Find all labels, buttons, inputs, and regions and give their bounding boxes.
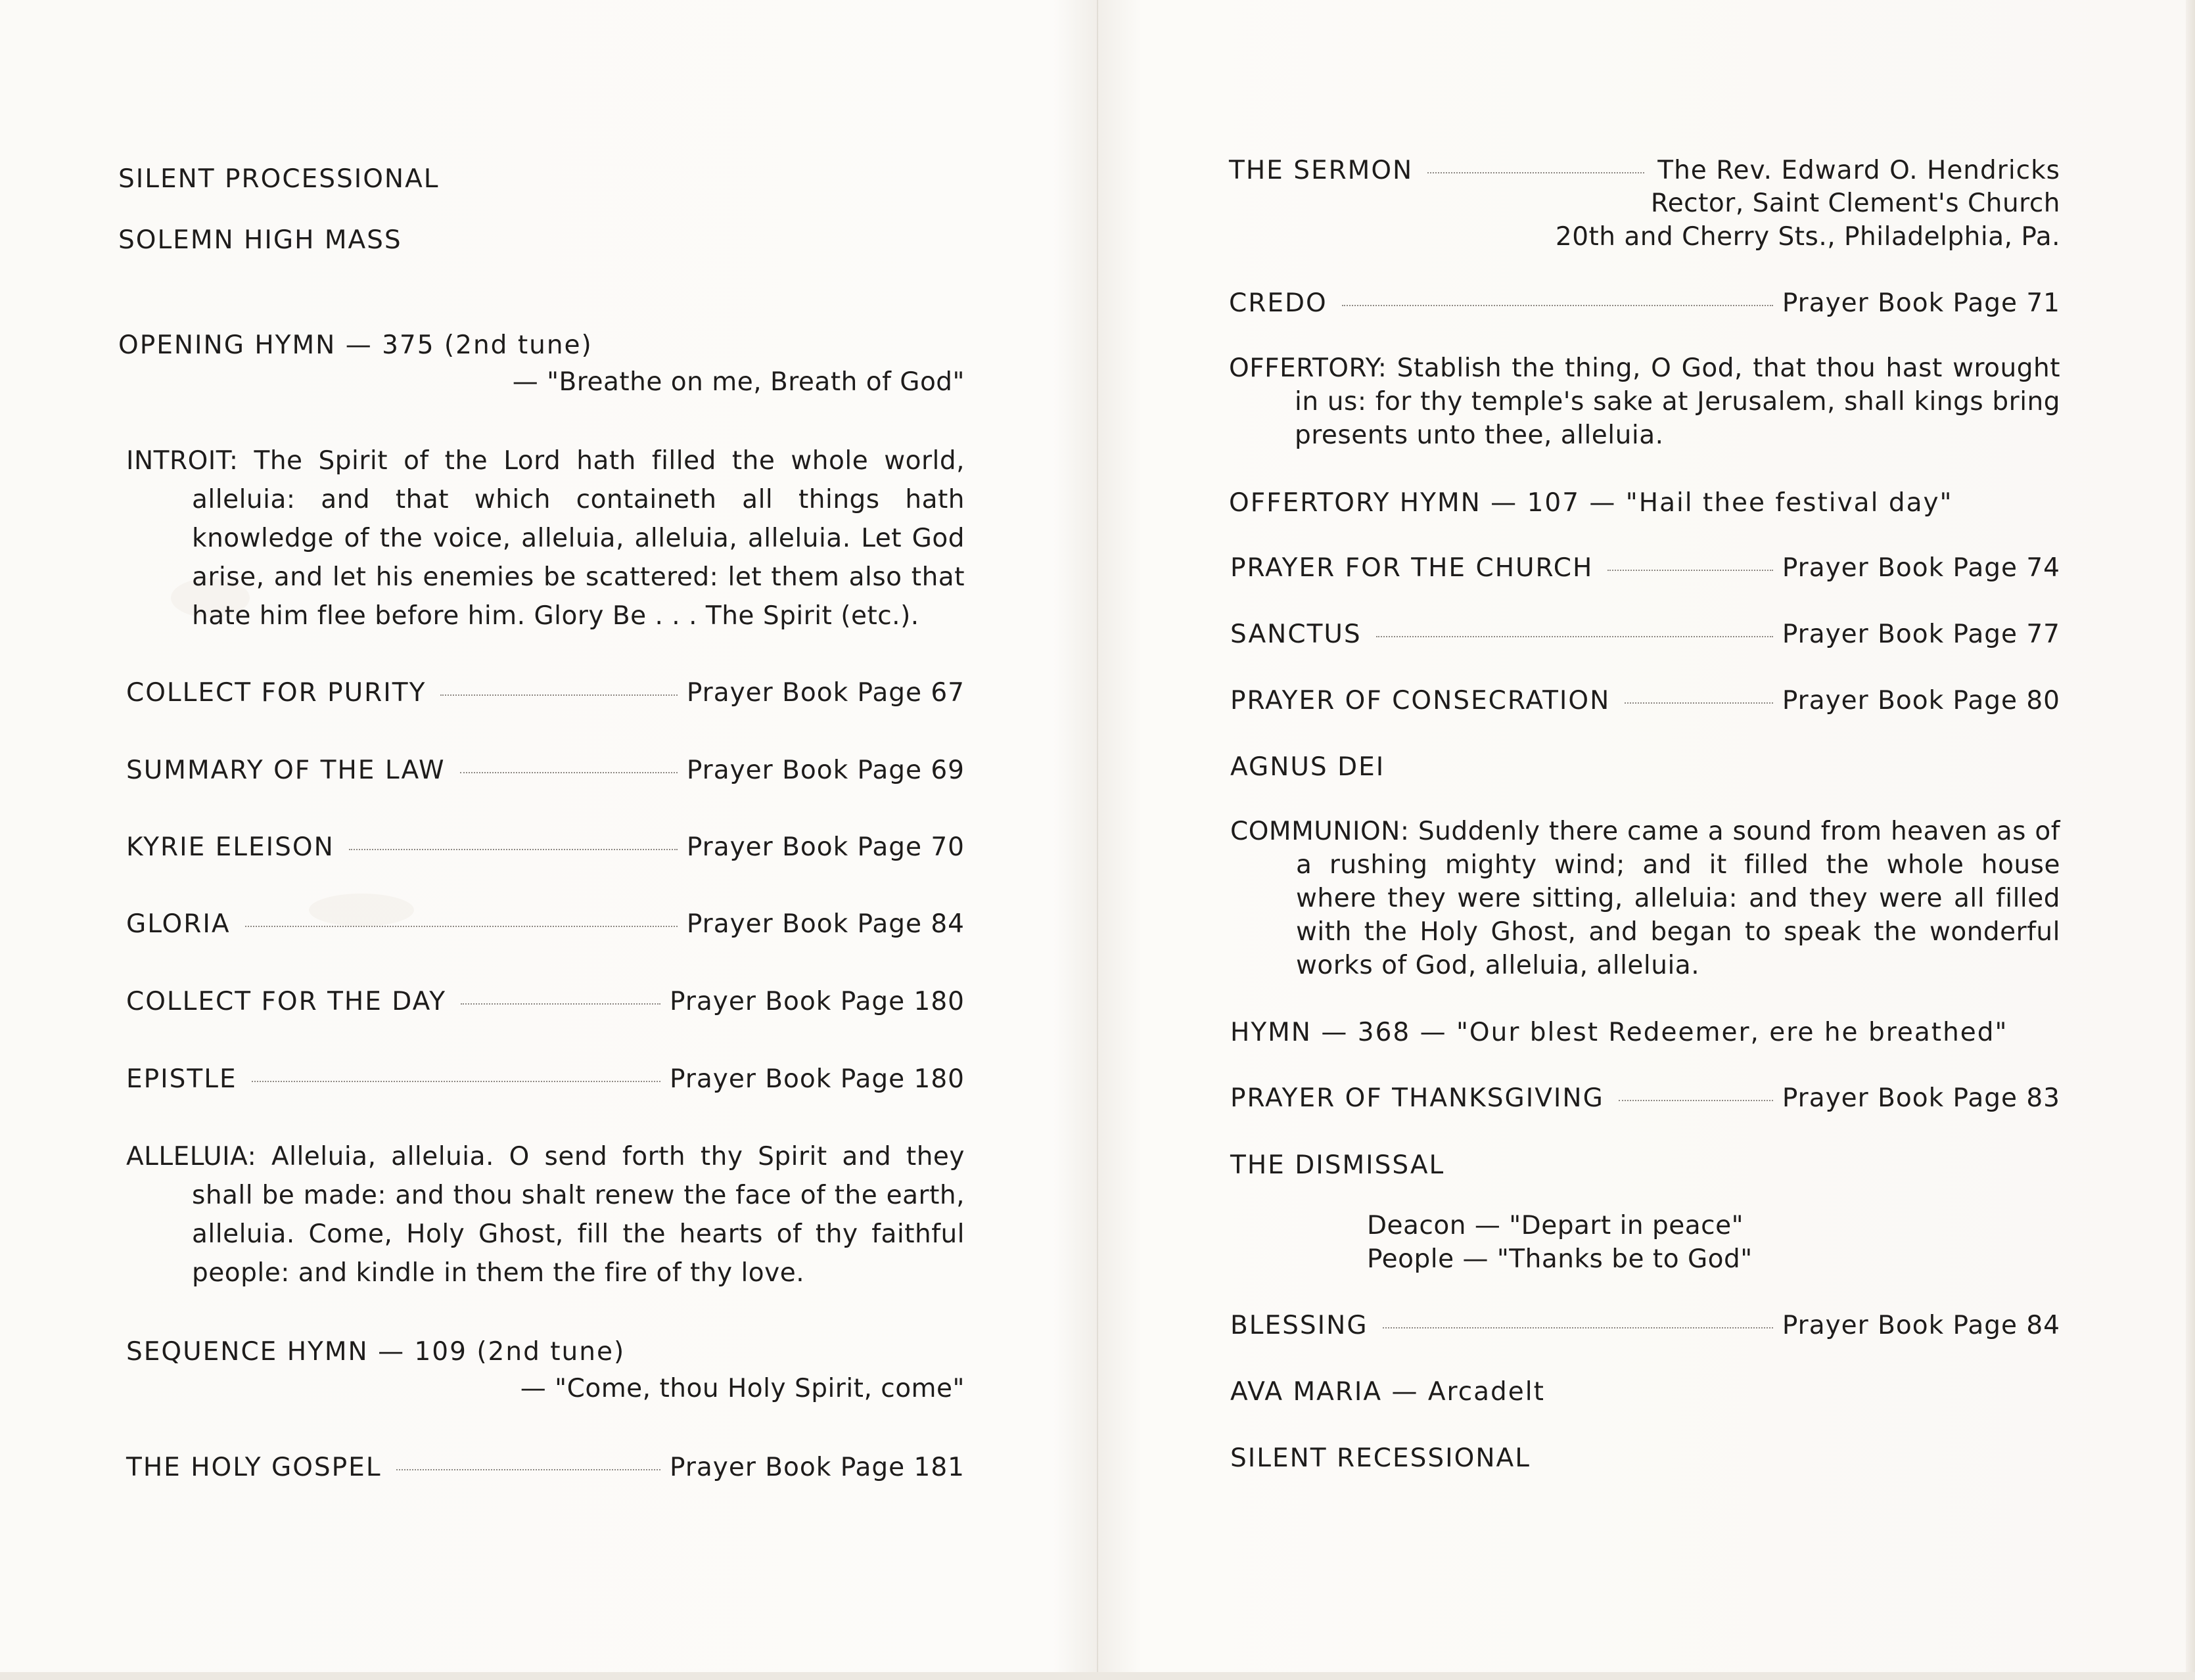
the-dismissal: THE DISMISSAL — [1230, 1150, 1445, 1180]
entry-label: SANCTUS — [1230, 620, 1362, 649]
entry-ref: Prayer Book Page 181 — [670, 1453, 965, 1482]
entry-prayer-for-the-church — [1230, 549, 2060, 587]
entry-ref: Prayer Book Page 70 — [686, 832, 965, 862]
dismissal-responses — [1367, 1209, 1753, 1276]
solemn-high-mass: SOLEMN HIGH MASS — [118, 225, 402, 255]
entry-gloria — [126, 905, 965, 943]
paper-edge-right — [2186, 0, 2195, 1680]
entry-credo — [1229, 284, 2060, 323]
entry-label: EPISTLE — [126, 1064, 237, 1094]
entry-ref: Prayer Book Page 77 — [1782, 620, 2060, 649]
entry-label: PRAYER FOR THE CHURCH — [1230, 553, 1594, 583]
entry-label: THE HOLY GOSPEL — [126, 1453, 382, 1482]
entry-epistle — [126, 1060, 965, 1099]
sermon-address: 20th and Cherry Sts., Philadelphia, Pa. — [1555, 222, 2060, 252]
entry-summary-of-the-law — [126, 752, 965, 790]
center-fold — [1097, 0, 1098, 1680]
dismissal-people: People — "Thanks be to God" — [1367, 1244, 1753, 1274]
sequence-hymn: SEQUENCE HYMN — 109 (2nd tune) — [126, 1337, 626, 1367]
entry-kyrie-eleison — [126, 829, 965, 867]
leader-dots — [1619, 1100, 1773, 1101]
introit: INTROIT: The Spirit of the Lord hath filled the whole world, alleluia: and that which containeth all things hath knowledge of the voice, alleluia, alleluia, alleluia. Let God arise, and let his enemies be scattered: let them also that hate him flee before him. Glory Be . . . The Spirit (etc.). — [126, 446, 965, 631]
leader-dots — [1427, 172, 1644, 173]
sequence-hymn-title: — "Come, thou Holy Spirit, come" — [520, 1374, 965, 1403]
leader-dots — [461, 1003, 660, 1005]
entry-label: PRAYER OF CONSECRATION — [1230, 686, 1611, 715]
entry-label: BLESSING — [1230, 1311, 1368, 1340]
opening-hymn-title: — "Breathe on me, Breath of God" — [512, 367, 965, 397]
entry-sanctus — [1230, 616, 2060, 654]
entry-label: GLORIA — [126, 909, 231, 939]
silent-processional: SILENT PROCESSIONAL — [118, 164, 440, 194]
entry-collect-for-purity — [126, 674, 965, 712]
entry-label: PRAYER OF THANKSGIVING — [1230, 1083, 1604, 1113]
entry-ref: Prayer Book Page 84 — [686, 909, 965, 939]
entry-ref: Prayer Book Page 69 — [686, 756, 965, 785]
entry-ref: Prayer Book Page 67 — [686, 678, 965, 708]
hymn-368: HYMN — 368 — "Our blest Redeemer, ere he breathed" — [1230, 1018, 2008, 1047]
entry-ref: Prayer Book Page 83 — [1782, 1083, 2060, 1113]
entry-collect-for-the-day — [126, 983, 965, 1021]
leader-dots — [349, 849, 678, 850]
leader-dots — [1383, 1327, 1773, 1328]
entry-label: THE SERMON — [1229, 156, 1414, 185]
entry-ref: Prayer Book Page 74 — [1782, 553, 2060, 583]
leader-dots — [1607, 570, 1773, 571]
leader-dots — [440, 694, 677, 696]
entry-blessing — [1230, 1307, 2060, 1345]
agnus-dei: AGNUS DEI — [1230, 752, 1385, 782]
entry-label: COLLECT FOR PURITY — [126, 678, 427, 708]
communion: COMMUNION: Suddenly there came a sound from heaven as of a rushing mighty wind; and it filled the whole house where they were sitting, alleluia: and they were all filled with the Holy Ghost, and began to speak the wonderful works of God, alleluia, alleluia. — [1230, 817, 2060, 980]
entry-ref: Prayer Book Page 84 — [1782, 1311, 2060, 1340]
entry-holy-gospel — [126, 1449, 965, 1487]
dismissal-deacon: Deacon — "Depart in peace" — [1367, 1211, 1744, 1240]
entry-label: KYRIE ELEISON — [126, 832, 335, 862]
paper-edge-bottom — [0, 1672, 2195, 1680]
entry-ref: Prayer Book Page 80 — [1782, 686, 2060, 715]
sermon-preacher: The Rev. Edward O. Hendricks — [1657, 156, 2060, 185]
alleluia: ALLELUIA: Alleluia, alleluia. O send forth thy Spirit and they shall be made: and thou shalt renew the face of the earth, alleluia. Come, Holy Ghost, fill the hearts of thy faithful people: and kindle in them the fire of thy love. — [126, 1142, 965, 1288]
entry-label: CREDO — [1229, 288, 1328, 318]
leader-dots — [396, 1469, 660, 1470]
entry-ref: Prayer Book Page 71 — [1782, 288, 2060, 318]
leader-dots — [252, 1081, 660, 1082]
leader-dots — [245, 926, 678, 927]
leader-dots — [1342, 305, 1773, 306]
leader-dots — [1625, 702, 1773, 704]
silent-recessional: SILENT RECESSIONAL — [1230, 1443, 1531, 1473]
entry-prayer-of-consecration — [1230, 682, 2060, 720]
ava-maria: AVA MARIA — Arcadelt — [1230, 1377, 1545, 1407]
entry-label: SUMMARY OF THE LAW — [126, 756, 446, 785]
leader-dots — [1376, 636, 1773, 637]
opening-hymn: OPENING HYMN — 375 (2nd tune) — [118, 330, 593, 360]
entry-prayer-of-thanksgiving — [1230, 1079, 2060, 1118]
sermon-rector: Rector, Saint Clement's Church — [1650, 189, 2060, 218]
offertory: OFFERTORY: Stablish the thing, O God, that thou hast wrought in us: for thy temple's sake at Jerusalem, shall kings bring presents unto thee, alleluia. — [1229, 353, 2060, 450]
entry-label: COLLECT FOR THE DAY — [126, 987, 447, 1016]
leader-dots — [460, 772, 678, 773]
entry-ref: Prayer Book Page 180 — [670, 1064, 965, 1094]
entry-ref: Prayer Book Page 180 — [670, 987, 965, 1016]
offertory-hymn: OFFERTORY HYMN — 107 — "Hail thee festival day" — [1229, 488, 1953, 518]
